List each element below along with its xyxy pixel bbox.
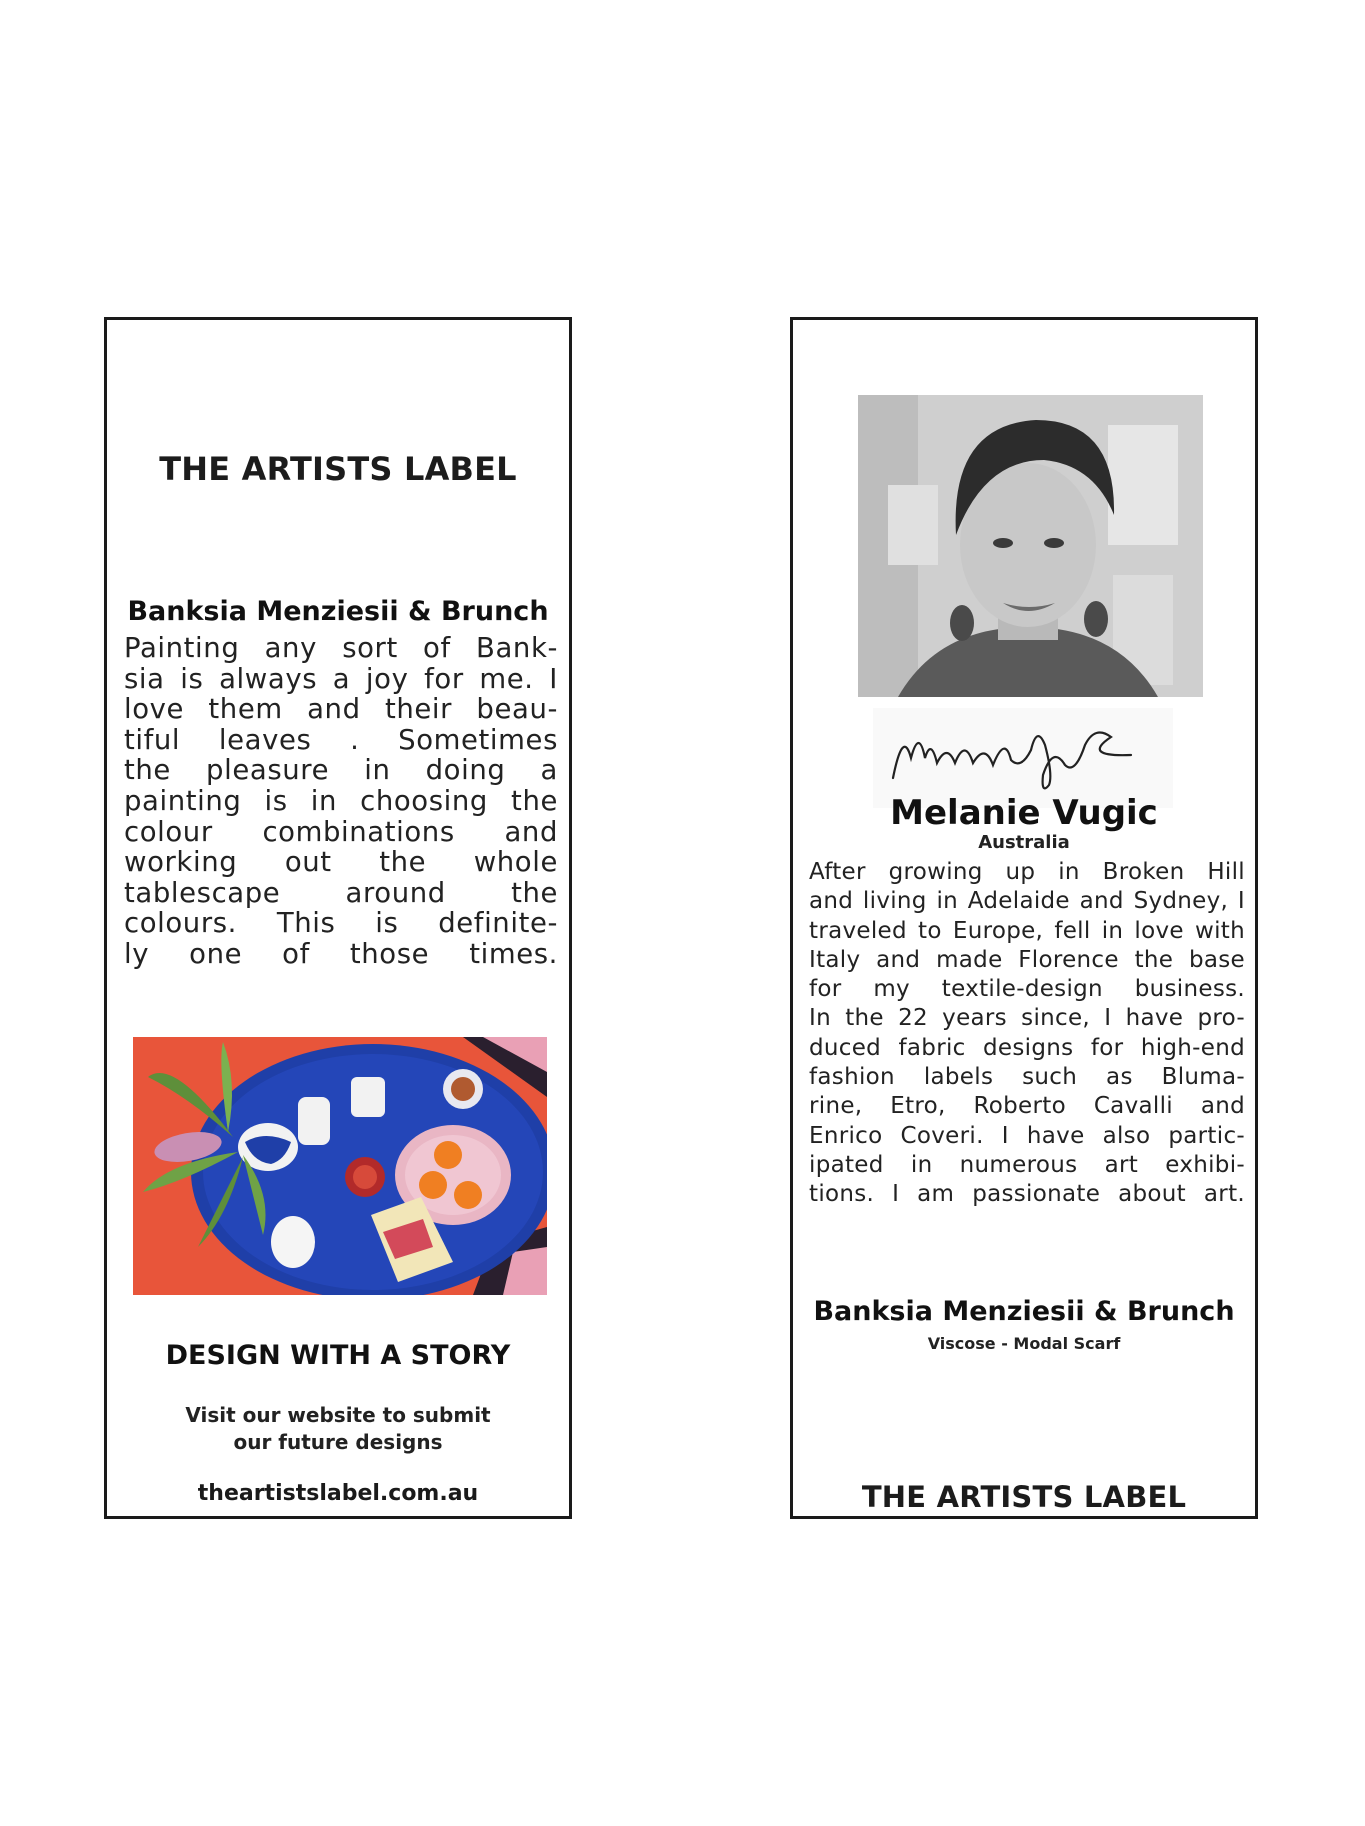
- story-line: love them and their beau-: [124, 693, 558, 726]
- story-line: tiful leaves . Sometimes: [124, 723, 558, 756]
- story-line: painting is in choosing the: [124, 784, 558, 817]
- artist-bio: [809, 858, 1245, 1210]
- story-line: sia is always a joy for me. I: [124, 662, 558, 695]
- product-title: Banksia Menziesii & Brunch: [813, 1296, 1235, 1327]
- visit-line: our future designs: [233, 1430, 443, 1454]
- story-line: the pleasure in doing a: [124, 754, 558, 787]
- bio-line: fashion labels such as Bluma-: [809, 1064, 1245, 1091]
- bio-line: Italy and made Florence the base: [809, 946, 1245, 973]
- bio-line: duced fabric designs for high-end: [809, 1034, 1245, 1061]
- artist-country: Australia: [978, 832, 1070, 853]
- bio-line: Enrico Coveri. I have also partic-: [809, 1122, 1245, 1149]
- brand-heading: THE ARTISTS LABEL: [159, 450, 517, 488]
- story-line: working out the whole: [124, 846, 558, 879]
- bio-line: and living in Adelaide and Sydney, I: [809, 888, 1245, 915]
- bio-line: traveled to Europe, fell in love with: [809, 917, 1245, 944]
- design-title: Banksia Menziesii & Brunch: [127, 596, 549, 627]
- visit-website-text: [107, 1402, 569, 1456]
- portrait-photo: [858, 395, 1203, 697]
- banksia-brunch-painting: [133, 1037, 547, 1295]
- artist-portrait: [858, 395, 1203, 697]
- bio-line: After growing up in Broken Hill: [809, 859, 1245, 885]
- bio-line: tions. I am passionate about art.: [809, 1181, 1245, 1208]
- bio-line: for my textile-design business.: [809, 976, 1245, 1003]
- story-line: tablescape around the: [124, 876, 558, 909]
- artist-label-card-front: [104, 317, 572, 1519]
- painting-illustration: [133, 1037, 547, 1295]
- design-story: [124, 633, 558, 970]
- product-material: Viscose - Modal Scarf: [927, 1334, 1121, 1353]
- artist-name: Melanie Vugic: [890, 793, 1158, 833]
- story-line: Painting any sort of Bank-: [124, 632, 558, 664]
- tagline: DESIGN WITH A STORY: [165, 1340, 511, 1371]
- story-line: ly one of those times.: [124, 937, 558, 970]
- artist-label-card-back: [790, 317, 1258, 1519]
- visit-line: Visit our website to submit: [185, 1403, 491, 1427]
- bio-line: In the 22 years since, I have pro-: [809, 1005, 1245, 1032]
- bio-line: rine, Etro, Roberto Cavalli and: [809, 1093, 1245, 1120]
- story-line: colour combinations and: [124, 815, 558, 848]
- brand-footer: THE ARTISTS LABEL: [861, 1480, 1187, 1514]
- bio-line: ipated in numerous art exhibi-: [809, 1151, 1245, 1178]
- website-url[interactable]: theartistslabel.com.au: [197, 1481, 479, 1506]
- story-line: colours. This is definite-: [124, 907, 558, 940]
